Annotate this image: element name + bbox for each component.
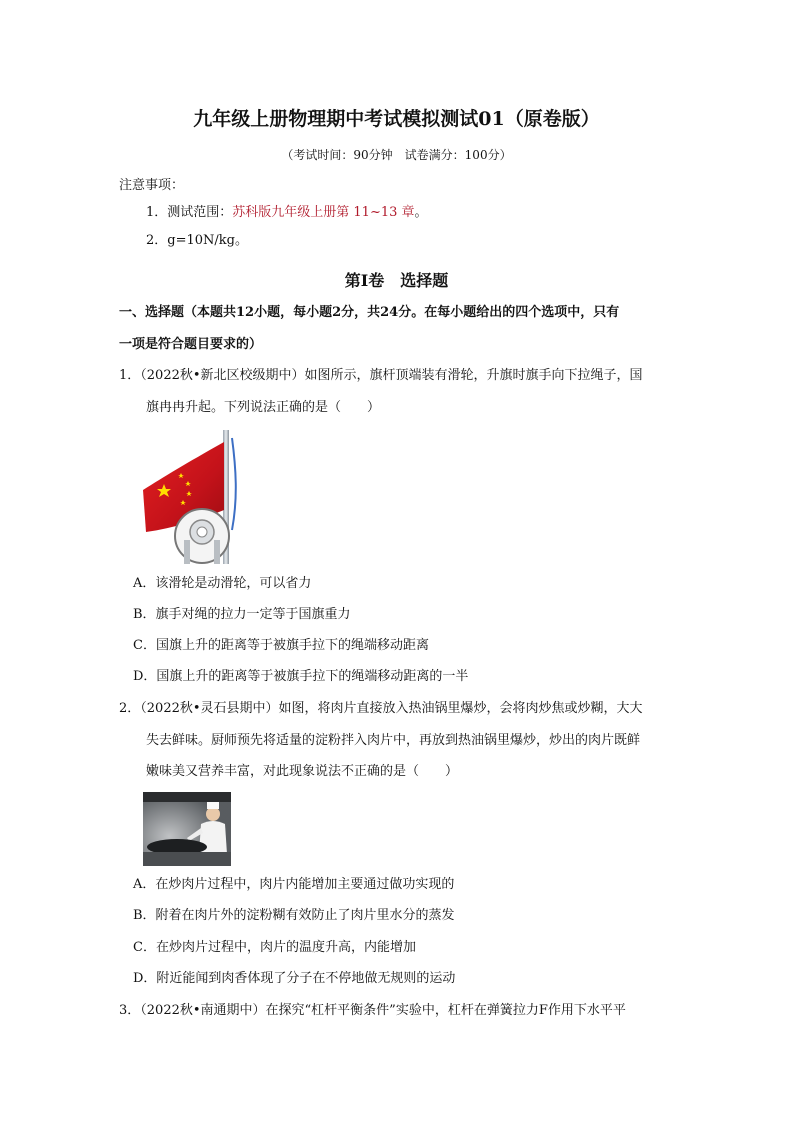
- section-instruction-line-1: 一、选择题（本题共12小题，每小题2分，共24分。在每小题给出的四个选项中，只有: [119, 305, 620, 320]
- q1-option-d: D．国旗上升的距离等于被旗手拉下的绳端移动距离的一半: [133, 669, 469, 684]
- rope: [232, 438, 236, 530]
- notes-heading: 注意事项：: [119, 178, 185, 193]
- q2-option-b: B．附着在肉片外的淀粉糊有效防止了肉片里水分的蒸发: [133, 908, 455, 923]
- q1-option-b: B．旗手对绳的拉力一定等于国旗重力: [133, 607, 351, 622]
- test-scope: 苏科版九年级上册第 11~13 章: [232, 205, 415, 220]
- q2-stem-line-1: 2．（2022秋•灵石县期中）如图，将肉片直接放入热油锅里爆炒，会将肉炒焦或炒糊，大大: [119, 701, 643, 716]
- chef-cooking-photo: [143, 792, 231, 866]
- q1-stem-line-1: 1．（2022秋•新北区校级期中）如图所示，旗杆顶端装有滑轮，升旗时旗手向下拉绳子，国: [119, 368, 643, 383]
- notes-item-1-prefix: 1．测试范围：: [146, 205, 233, 220]
- exam-info: （考试时间：90分钟 试卷满分：100分）: [281, 148, 512, 162]
- q1-option-a: A．该滑轮是动滑轮，可以省力: [133, 576, 312, 591]
- section-title: 第Ⅰ卷 选择题: [344, 271, 449, 290]
- q2-stem-line-3: 嫩味美又营养丰富，对此现象说法不正确的是（ ）: [146, 764, 459, 779]
- notes-item-2: 2．g=10N/kg。: [146, 233, 248, 248]
- q1-option-c: C．国旗上升的距离等于被旗手拉下的绳端移动距离: [133, 638, 429, 653]
- chef-head: [206, 807, 220, 821]
- notes-item-1: [146, 205, 428, 221]
- q2-option-c: C．在炒肉片过程中，肉片的温度升高，内能增加: [133, 940, 416, 955]
- q2-stem-line-2: 失去鲜味。厨师预先将适量的淀粉拌入肉片中，再放到热油锅里爆炒，炒出的肉片既鲜: [146, 733, 641, 748]
- section-instruction-line-2: 一项是符合题目要求的）: [119, 337, 263, 352]
- q1-stem-line-2: 旗冉冉升起。下列说法正确的是（ ）: [146, 400, 381, 415]
- page-title: 九年级上册物理期中考试模拟测试01（原卷版）: [193, 108, 600, 130]
- q2-option-d: D．附近能闻到肉香体现了分子在不停地做无规则的运动: [133, 971, 456, 986]
- chef-hat: [207, 802, 219, 809]
- flag-pulley-figure: [140, 428, 240, 566]
- notes-item-1-suffix: 。: [414, 205, 428, 220]
- stove: [143, 852, 231, 866]
- q2-option-a: A．在炒肉片过程中，肉片内能增加主要通过做功实现的: [133, 877, 455, 892]
- q3-stem-line-1: 3．（2022秋•南通期中）在探究“杠杆平衡条件”实验中，杠杆在弹簧拉力F作用下水平平: [119, 1003, 626, 1018]
